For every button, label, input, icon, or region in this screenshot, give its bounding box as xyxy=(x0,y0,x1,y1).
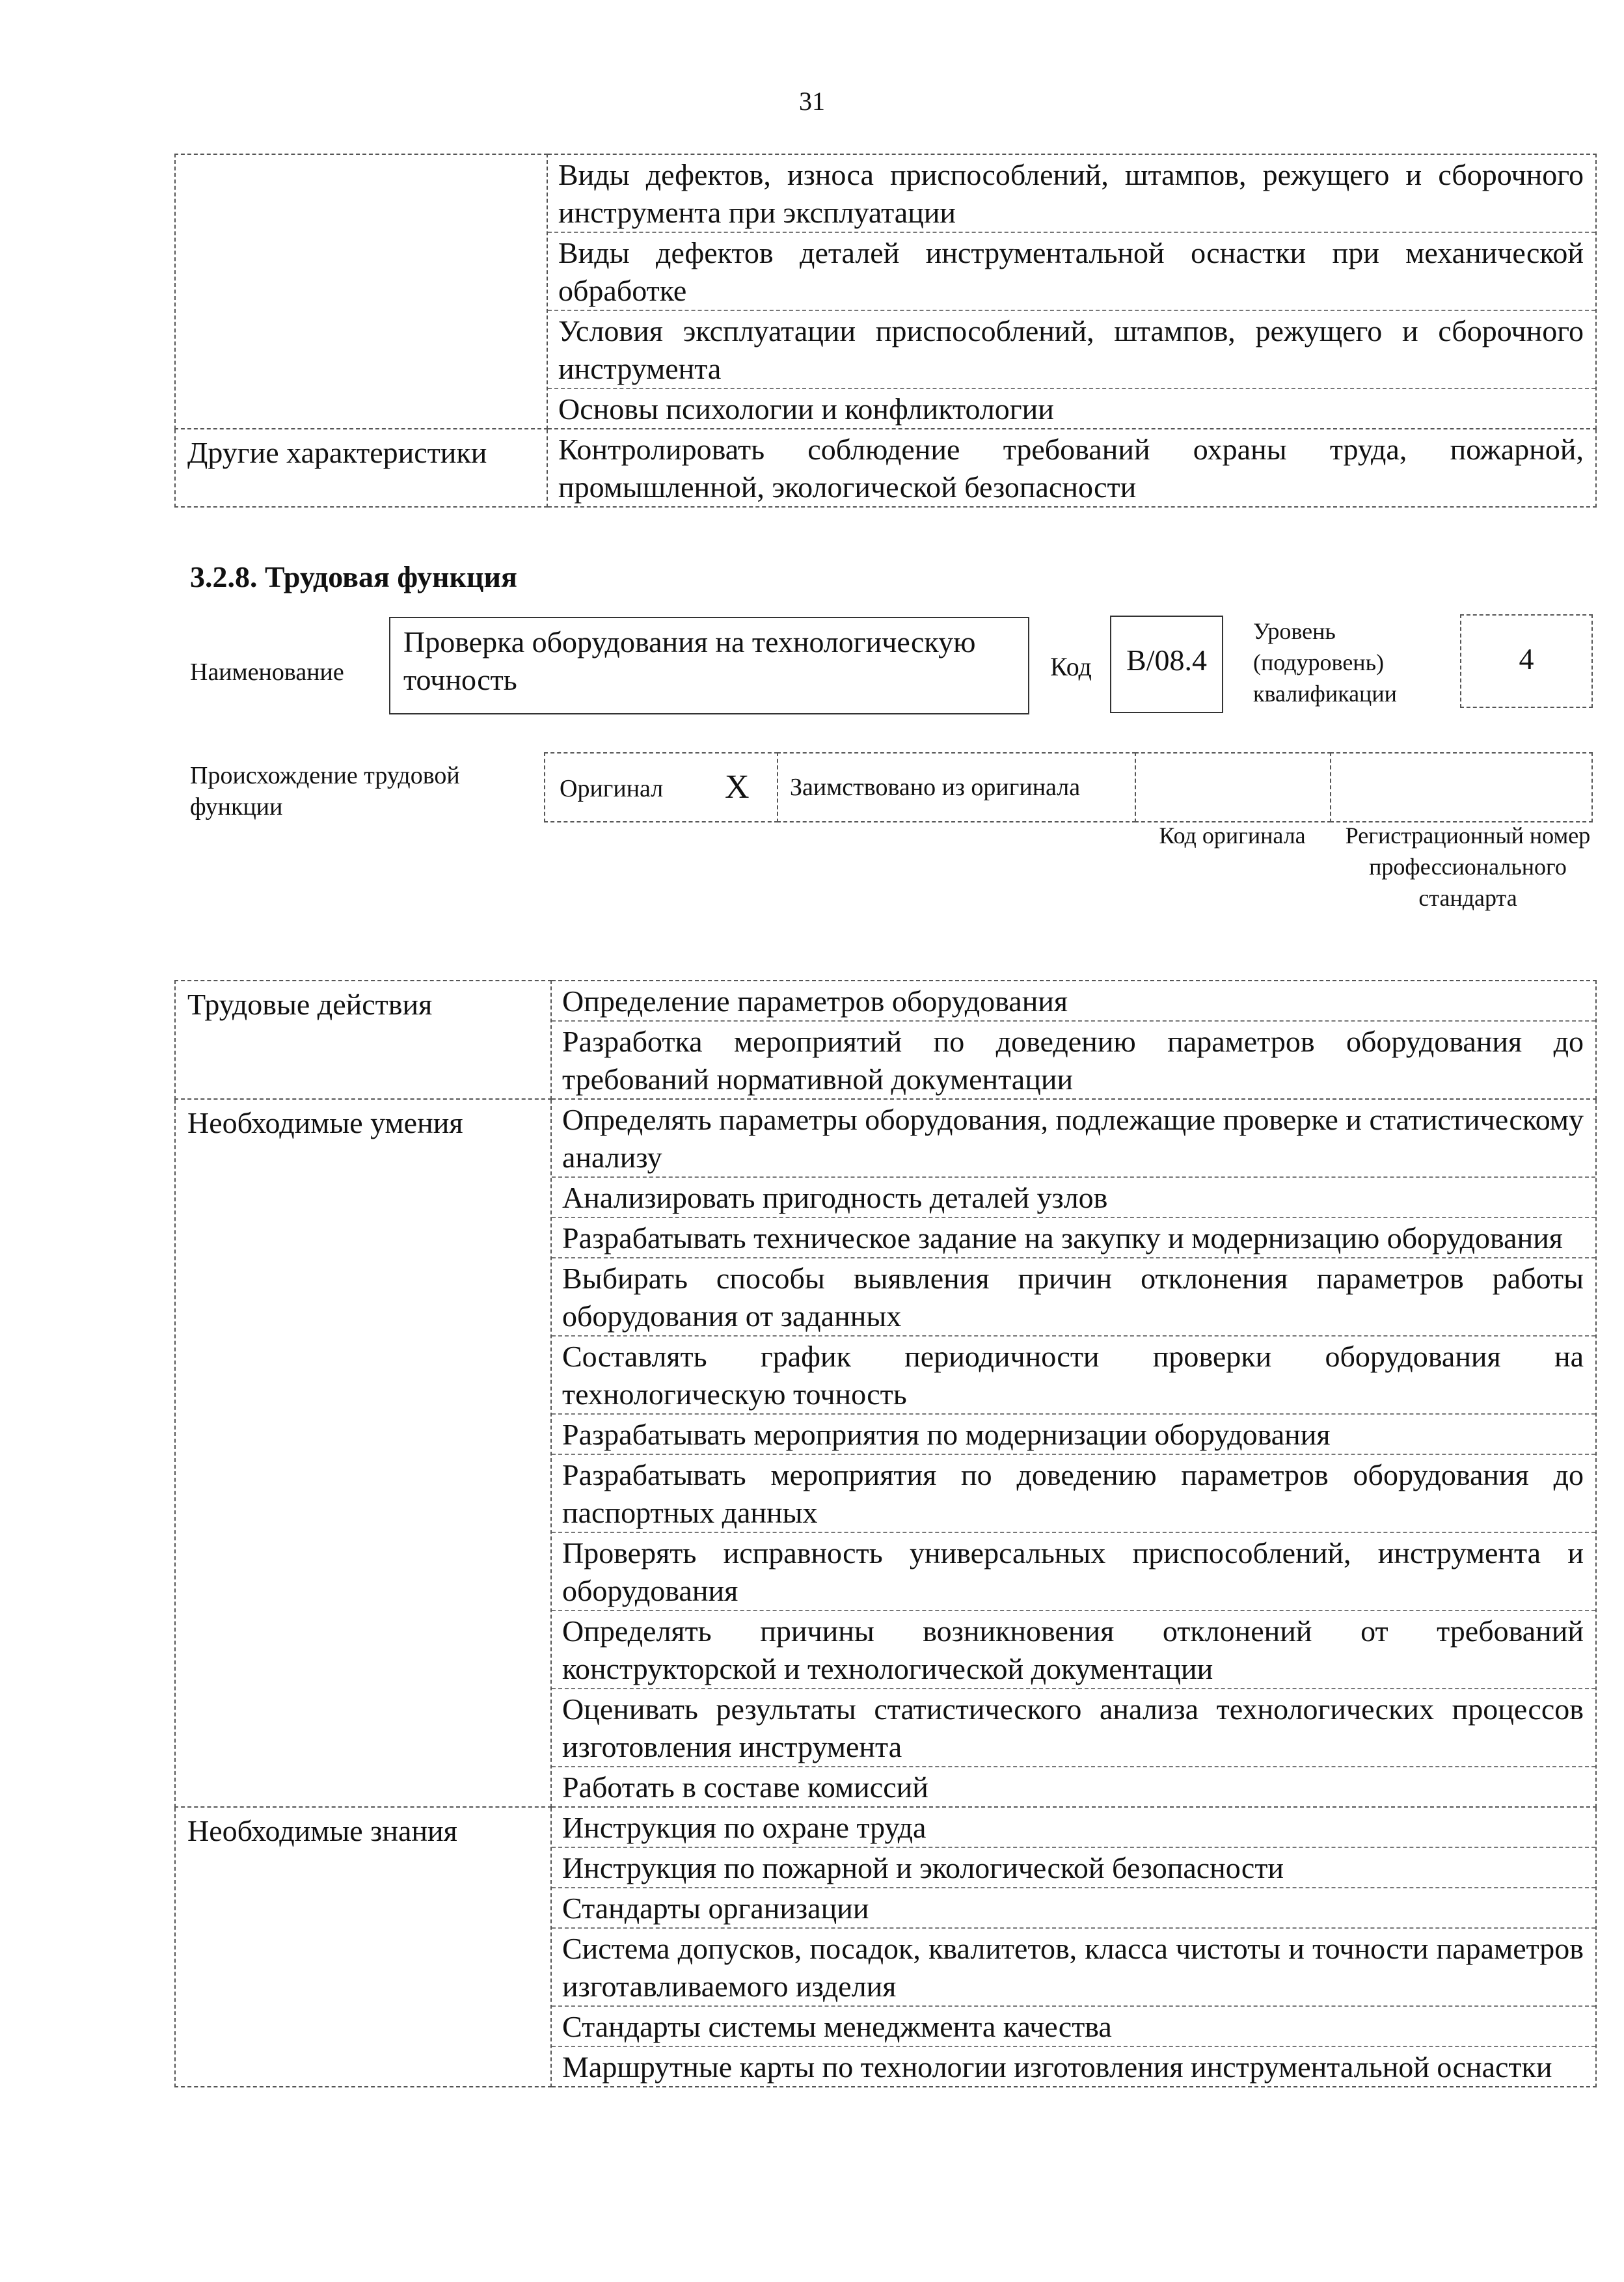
list-item: Оценивать результаты статистического анализа технологических процессов изготовления инструмента xyxy=(552,1689,1595,1767)
list-item: Проверять исправность универсальных приспособлений, инструмента и оборудования xyxy=(552,1533,1595,1611)
continuation-table xyxy=(174,154,1597,508)
function-details-table xyxy=(174,980,1597,2087)
table-row xyxy=(175,1807,1596,2087)
name-box xyxy=(389,617,1029,714)
code-box xyxy=(1110,616,1223,713)
table-row xyxy=(175,981,1596,1099)
reg-number-cell xyxy=(1330,752,1593,822)
list-item: Контролировать соблюдение требований охраны труда, пожарной, промышленной, экологической безопасности xyxy=(558,433,1584,504)
list-item: Виды дефектов деталей инструментальной оснастки при механической обработке xyxy=(548,233,1595,311)
list-item: Разрабатывать мероприятия по модернизации оборудования xyxy=(552,1415,1595,1455)
table-row xyxy=(175,1099,1596,1807)
row-items xyxy=(547,154,1596,429)
list-item: Разрабатывать техническое задание на закупку и модернизацию оборудования xyxy=(552,1218,1595,1258)
level-box xyxy=(1460,614,1593,708)
row-items xyxy=(551,981,1596,1099)
row-items xyxy=(551,1099,1596,1807)
list-item: Определять причины возникновения отклонений от требований конструкторской и технологической документации xyxy=(552,1611,1595,1689)
original-cell xyxy=(544,752,778,822)
row-label: Трудовые действия xyxy=(175,981,551,1099)
list-item: Инструкция по пожарной и экологической безопасности xyxy=(552,1848,1595,1888)
borrowed-cell xyxy=(777,752,1136,822)
list-item: Основы психологии и конфликтологии xyxy=(558,392,1054,426)
original-label: Оригинал xyxy=(560,775,664,802)
list-item: Определять параметры оборудования, подлежащие проверке и статистическому анализу xyxy=(552,1100,1595,1178)
list-item: Система допусков, посадок, квалитетов, класса чистоты и точности параметров изготавливаемого изделия xyxy=(552,1929,1595,2007)
list-item: Разрабатывать мероприятия по доведению параметров оборудования до паспортных данных xyxy=(552,1455,1595,1533)
row-items xyxy=(547,429,1596,507)
table-row xyxy=(175,429,1596,507)
list-item: Работать в составе комиссий xyxy=(562,1771,928,1804)
list-item: Определение параметров оборудования xyxy=(552,981,1595,1022)
code-original-cell xyxy=(1135,752,1331,822)
list-item: Виды дефектов, износа приспособлений, штампов, режущего и сборочного инструмента при эксплуатации xyxy=(548,155,1595,233)
row-label: Необходимые знания xyxy=(175,1807,551,2087)
code-label: Код xyxy=(1050,652,1092,681)
row-items xyxy=(551,1807,1596,2087)
list-item: Стандарты организации xyxy=(552,1888,1595,1929)
list-item: Условия эксплуатации приспособлений, штампов, режущего и сборочного инструмента xyxy=(548,311,1595,389)
table-row xyxy=(175,154,1596,429)
level-value: 4 xyxy=(1519,642,1534,675)
code-original-caption: Код оригинала xyxy=(1159,822,1306,849)
reg-number-caption: Регистрационный номер профессионального стандарта xyxy=(1345,822,1591,911)
list-item: Маршрутные карты по технологии изготовления инструментальной оснастки xyxy=(562,2050,1552,2084)
list-item: Составлять график периодичности проверки оборудования на технологическую точность xyxy=(552,1337,1595,1415)
level-label: Уровень (подуровень) квалификации xyxy=(1253,618,1397,707)
list-item: Разработка мероприятий по доведению параметров оборудования до требований нормативной документации xyxy=(562,1025,1584,1096)
row-label: Другие характеристики xyxy=(175,429,547,507)
code-value: B/08.4 xyxy=(1126,644,1207,677)
name-label: Наименование xyxy=(190,659,344,686)
page-number: 31 xyxy=(799,87,825,116)
list-item: Стандарты системы менеджмента качества xyxy=(552,2007,1595,2047)
row-label xyxy=(175,154,547,429)
list-item: Выбирать способы выявления причин отклонения параметров работы оборудования от заданных xyxy=(552,1258,1595,1337)
list-item: Инструкция по охране труда xyxy=(552,1808,1595,1848)
original-mark: X xyxy=(725,768,750,806)
section-title: 3.2.8. Трудовая функция xyxy=(190,560,517,593)
borrowed-label: Заимствовано из оригинала xyxy=(790,774,1081,801)
list-item: Анализировать пригодность деталей узлов xyxy=(552,1178,1595,1218)
origin-label: Происхождение трудовой функции xyxy=(190,762,460,821)
function-name: Проверка оборудования на технологическую точность xyxy=(403,625,976,696)
row-label: Необходимые умения xyxy=(175,1099,551,1807)
